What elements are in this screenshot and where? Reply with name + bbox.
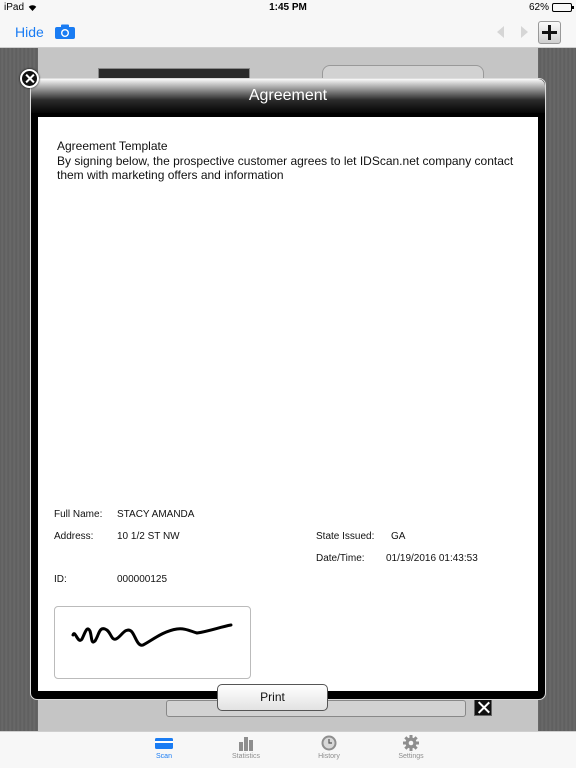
tab-label-scan: Scan bbox=[156, 753, 172, 760]
gear-icon bbox=[401, 735, 421, 751]
address-value: 10 1/2 ST NW bbox=[117, 531, 180, 542]
tab-scan[interactable] bbox=[134, 735, 194, 760]
agreement-body: By signing below, the prospective customer agrees to let IDScan.net company contact them with marketing offers and information bbox=[57, 153, 514, 182]
modal-header bbox=[31, 79, 545, 113]
agreement-heading: Agreement Template bbox=[57, 139, 168, 153]
full-name-value: STACY AMANDA bbox=[117, 509, 195, 520]
tab-history[interactable] bbox=[299, 735, 359, 760]
tab-settings[interactable] bbox=[381, 735, 441, 760]
agreement-modal bbox=[30, 78, 546, 700]
print-button[interactable]: Print bbox=[217, 684, 328, 711]
modal-title: Agreement bbox=[248, 87, 328, 104]
battery-icon bbox=[552, 3, 572, 12]
status-time: 1:45 PM bbox=[269, 2, 307, 13]
clock-icon bbox=[319, 735, 339, 751]
battery-percent: 62% bbox=[528, 2, 549, 13]
datetime-value: 01/19/2016 01:43:53 bbox=[386, 553, 478, 564]
address-label: Address: bbox=[54, 531, 94, 542]
nav-bar bbox=[0, 16, 576, 48]
chevron-left-icon[interactable] bbox=[497, 26, 504, 38]
tab-bar bbox=[0, 731, 576, 768]
agreement-text bbox=[57, 139, 533, 183]
full-name-label: Full Name: bbox=[54, 509, 103, 520]
status-bar bbox=[0, 0, 576, 16]
camera-icon[interactable] bbox=[55, 24, 75, 39]
id-value: 000000125 bbox=[117, 574, 168, 585]
id-label: ID: bbox=[54, 574, 67, 585]
hide-button[interactable]: Hide bbox=[15, 24, 44, 40]
close-icon[interactable] bbox=[20, 69, 39, 88]
state-issued-value: GA bbox=[391, 531, 406, 542]
chevron-right-icon[interactable] bbox=[521, 26, 528, 38]
signature-box[interactable] bbox=[54, 606, 251, 679]
id-card-icon bbox=[154, 735, 174, 751]
modal-body bbox=[38, 117, 538, 691]
device-name: iPad bbox=[4, 2, 25, 13]
bar-chart-icon bbox=[236, 735, 256, 751]
tab-label-history: History bbox=[318, 753, 340, 760]
background-close-icon[interactable] bbox=[474, 698, 492, 716]
plus-icon[interactable] bbox=[538, 21, 561, 44]
state-issued-label: State Issued: bbox=[316, 531, 375, 542]
tab-statistics[interactable] bbox=[216, 735, 276, 760]
tab-label-statistics: Statistics bbox=[231, 753, 260, 760]
tab-label-settings: Settings bbox=[398, 753, 424, 760]
signature-image bbox=[55, 607, 250, 678]
datetime-label: Date/Time: bbox=[316, 553, 365, 564]
status-right bbox=[529, 2, 572, 13]
